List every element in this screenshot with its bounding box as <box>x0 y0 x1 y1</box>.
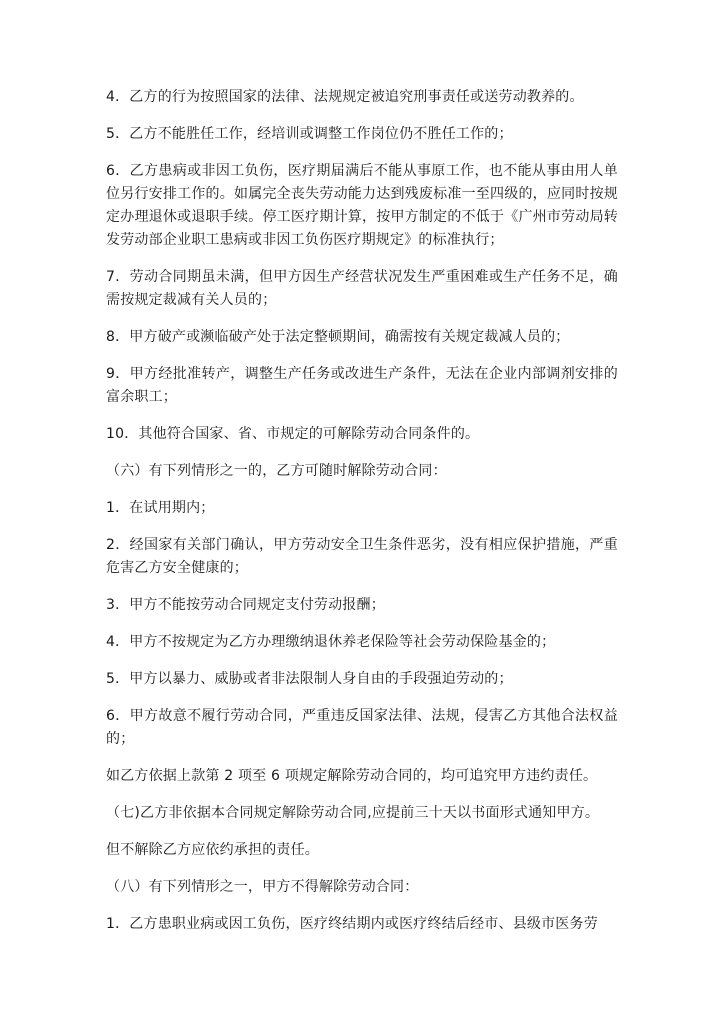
paragraph-item-5-incompetent: 5．乙方不能胜任工作，经培训或调整工作岗位仍不胜任工作的； <box>106 126 513 142</box>
paragraph-b-item-6: 6．甲方故意不履行劳动合同，严重违反国家法律、法规，侵害乙方其他合法权益的； <box>106 708 618 747</box>
section-heading-6: （六）有下列情形之一的，乙方可随时解除劳动合同： <box>106 463 447 479</box>
paragraph-b-item-2: 2．经国家有关部门确认，甲方劳动安全卫生条件恶劣，没有相应保护措施，严重危害乙方安全健康的； <box>106 537 618 576</box>
paragraph-b-item-4: 4．甲方不按规定为乙方办理缴纳退休养老保险等社会劳动保险基金的； <box>106 634 556 650</box>
paragraph-item-6-illness: 6．乙方患病或非因工负伤，医疗期届满后不能从事原工作，也不能从事由用人单位另行安排工作的。如属完全丧失劳动能力达到残废标准一至四级的，应同时按规定办理退休或退职手续。停工医疗期计算，按甲方制定的不低于《广州市劳动局转发劳动部企业职工患病或非因工负伤医疗期规定》的标准执行； <box>106 163 618 248</box>
paragraph-item-4-criminal: 4．乙方的行为按照国家的法律、法规规定被追究刑事责任或送劳动教养的。 <box>106 89 584 105</box>
paragraph-item-7-downsizing: 7．劳动合同期虽未满，但甲方因生产经营状况发生严重困难或生产任务不足，确需按规定裁减有关人员的； <box>106 269 618 308</box>
document-page <box>106 86 618 936</box>
paragraph-item-9-conversion: 9．甲方经批准转产，调整生产任务或改进生产条件，无法在企业内部调剂安排的富余职工； <box>106 366 618 405</box>
paragraph-c-item-1: 1．乙方患职业病或因工负伤，医疗终结期内或医疗终结后经市、县级市医务劳 <box>106 916 598 932</box>
paragraph-b-item-1: 1．在试用期内； <box>106 500 215 516</box>
paragraph-item-10-other: 10．其他符合国家、省、市规定的可解除劳动合同条件的。 <box>106 426 480 442</box>
paragraph-item-8-bankruptcy: 8．甲方破产或濒临破产处于法定整顿期间，确需按有关规定裁减人员的； <box>106 329 570 345</box>
section-heading-8: （八）有下列情形之一，甲方不得解除劳动合同： <box>106 879 419 895</box>
paragraph-responsibility-note: 但不解除乙方应依约承担的责任。 <box>106 842 319 858</box>
section-heading-7: （七)乙方非依据本合同规定解除劳动合同,应提前三十天以书面形式通知甲方。 <box>106 805 600 821</box>
paragraph-b-item-3: 3．甲方不能按劳动合同规定支付劳动报酬； <box>106 597 385 613</box>
paragraph-liability-note: 如乙方依据上款第 2 项至 6 项规定解除劳动合同的，均可追究甲方违约责任。 <box>106 768 598 784</box>
paragraph-b-item-5: 5．甲方以暴力、威胁或者非法限制人身自由的手段强迫劳动的； <box>106 671 513 687</box>
